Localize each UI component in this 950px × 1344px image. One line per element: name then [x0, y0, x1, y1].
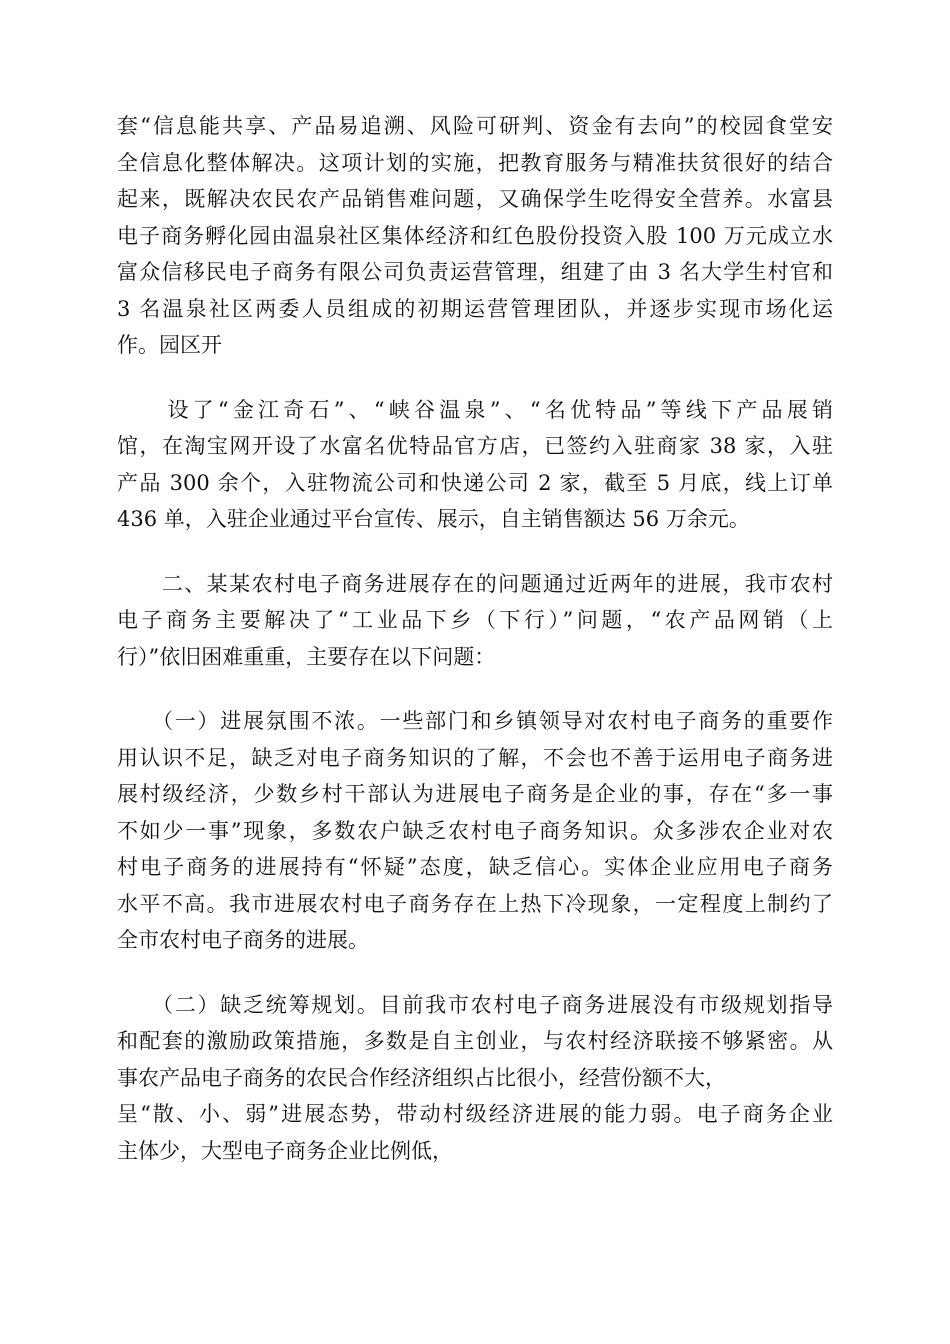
text-line: 不如少一事”现象，多数农户缺乏农村电子商务知识。众多涉农企业对农	[117, 818, 833, 843]
paragraph-item-two	[117, 987, 833, 1170]
paragraph-campus-canteen	[117, 108, 833, 364]
text-line: 行）”依旧困难重重，主要存在以下问题：	[117, 644, 496, 669]
text-line: 水平不高。我市进展农村电子商务存在上热下冷现象，一定程度上制约了	[117, 891, 833, 916]
text-line: （二）缺乏统筹规划。目前我市农村电子商务进展没有市级规划指导	[117, 992, 833, 1017]
text-line: 套“信息能共享、产品易追溯、风险可研判、资金有去向”的校园食堂安	[117, 114, 833, 138]
text-line: 起来，既解决农民农产品销售难问题，又确保学生吃得安全营养。水富县	[117, 187, 833, 211]
text-line: 展村级经济，少数乡村干部认为进展电子商务是企业的事，存在“多一事	[117, 782, 833, 806]
text-line: 设了“金江奇石”、“峡谷温泉”、“名优特品”等线下产品展销	[117, 397, 833, 422]
text-line: 和配套的激励政策措施，多数是自主创业，与农村经济联接不够紧密。从	[117, 1029, 833, 1053]
text-line: 呈“散、小、弱”进展态势，带动村级经济进展的能力弱。电子商务企业	[117, 1102, 833, 1126]
text-line: 主体少，大型电子商务企业比例低，	[117, 1138, 453, 1163]
text-line: 二、某某农村电子商务进展存在的问题通过近两年的进展，我市农村	[117, 571, 833, 596]
text-line: 富众信移民电子商务有限公司负责运营管理，组建了由 3 名大学生村官和	[117, 260, 833, 284]
paragraph-section-two-heading	[117, 566, 833, 676]
text-line: 事农产品电子商务的农民合作经济组织占比很小，经营份额不大，	[117, 1065, 726, 1090]
text-line: 馆，在淘宝网开设了水富名优特品官方店，已签约入驻商家 38 家，入驻	[117, 434, 833, 458]
text-line: 3 名温泉社区两委人员组成的初期运营管理团队，并逐步实现市场化运	[117, 296, 833, 321]
text-line: （一）进展氛围不浓。一些部门和乡镇领导对农村电子商务的重要作	[117, 709, 833, 733]
text-line: 全市农村电子商务的进展。	[117, 928, 369, 952]
text-line: 产品 300 余个，入驻物流公司和快递公司 2 家，截至 5 月底，线上订单	[117, 470, 833, 495]
paragraph-exhibition-hall	[117, 392, 833, 538]
text-line: 用认识不足，缺乏对电子商务知识的了解，不会也不善于运用电子商务进	[117, 745, 833, 770]
text-line: 全信息化整体解决。这项计划的实施，把教育服务与精准扶贫很好的结合	[117, 150, 833, 175]
paragraph-item-one	[117, 703, 833, 959]
text-line: 村电子商务的进展持有“怀疑”态度，缺乏信心。实体企业应用电子商务	[117, 855, 833, 879]
text-line: 电子商务主要解决了“工业品下乡（下行）”问题，“农产品网销（上	[117, 608, 833, 632]
text-line: 作。园区开	[117, 333, 222, 357]
text-line: 电子商务孵化园由温泉社区集体经济和红色股份投资入股 100 万元成立水	[117, 223, 833, 248]
text-line: 436 单，入驻企业通过平台宣传、展示，自主销售额达 56 万余元。	[117, 507, 750, 531]
document-page	[117, 108, 833, 1169]
